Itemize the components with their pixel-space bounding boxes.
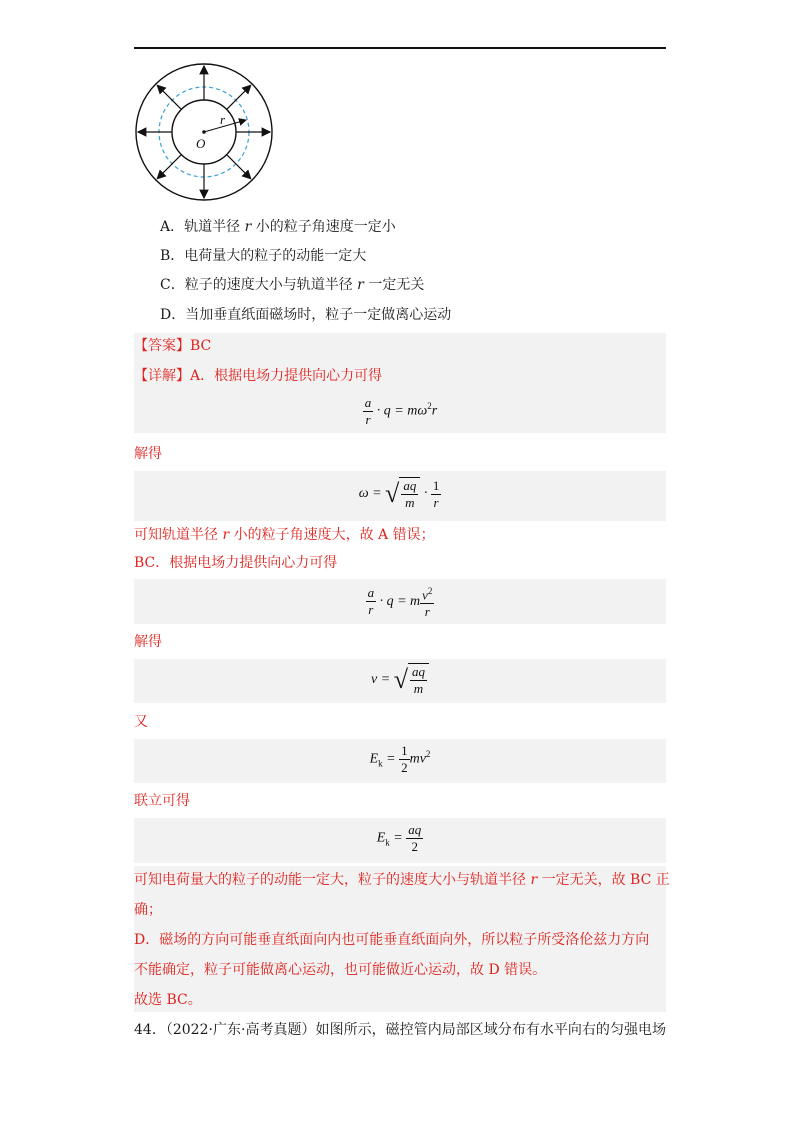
equation-ek-result: $E_k$ = $\frac{aq}{2}$ (376, 822, 422, 854)
conclusion-block (134, 866, 670, 1012)
solve-label-1: 解得 (134, 446, 162, 462)
center-dot (202, 130, 206, 134)
again-label: 又 (134, 714, 148, 730)
equation-v-block (134, 659, 666, 703)
field-arrow-dl (157, 155, 181, 179)
equation-ek-block (134, 739, 666, 783)
answer-block (134, 333, 666, 433)
conclusion-a: 可知轨道半径 r 小的粒子角速度大，故 A 错误； (134, 527, 435, 543)
option-c: C．粒子的速度大小与轨道半径 r 一定无关 (160, 277, 425, 293)
center-label: O (196, 136, 206, 151)
detail-head: 【详解】A．根据电场力提供向心力可得 (134, 368, 383, 384)
conclusion-bc-line1: 可知电荷量大的粒子的动能一定大，粒子的速度大小与轨道半径 r 一定无关，故 BC 正 (134, 872, 670, 888)
question-44: 44．（2022·广东·高考真题）如图所示，磁控管内局部区域分布有水平向右的匀强电场 (134, 1022, 666, 1038)
radial-field-diagram (134, 62, 274, 202)
equation-ek-result-block (134, 818, 666, 863)
answer-label: 【答案】BC (134, 338, 212, 354)
field-arrow-ul (157, 85, 181, 109)
field-arrow-dr (227, 155, 251, 179)
d-line2: 不能确定，粒子可能做离心运动，也可能做近心运动，故 D 错误。 (134, 962, 547, 978)
option-b: B．电荷量大的粒子的动能一定大 (160, 248, 367, 264)
combine-label: 联立可得 (134, 793, 190, 809)
d-line1: D．磁场的方向可能垂直纸面向内也可能垂直纸面向外，所以粒子所受洛伦兹力方向 (134, 932, 650, 948)
equation-ek: $E_k$ = $\frac{1}{2}$ $mv^2$ (369, 743, 431, 775)
bc-head: BC．根据电场力提供向心力可得 (134, 555, 338, 571)
equation-force-balance: $\frac{a}{r}$ · $q = m\omega^2r$ (364, 395, 438, 427)
radius-label: r (220, 112, 226, 127)
equation-omega-block (134, 471, 666, 521)
equation-velocity-force-block (134, 579, 666, 624)
option-d: D．当加垂直纸面磁场时，粒子一定做离心运动 (160, 307, 452, 323)
solve-label-2: 解得 (134, 634, 162, 650)
header-rule (134, 47, 666, 49)
equation-omega: ω = √ $\frac{aq}{m}$ · $\frac{1}{r}$ (358, 477, 440, 510)
option-a: A．轨道半径 r 小的粒子角速度一定小 (160, 219, 396, 235)
conclusion-bc-line2: 确； (134, 902, 162, 918)
equation-v: v = √ $\frac{aq}{m}$ (134, 663, 666, 697)
equation-velocity-force: $\frac{a}{r}$ · q = m $\frac{v^2}{r}$ (134, 583, 666, 620)
field-arrow-ur (227, 85, 251, 109)
final-answer: 故选 BC。 (134, 992, 202, 1008)
